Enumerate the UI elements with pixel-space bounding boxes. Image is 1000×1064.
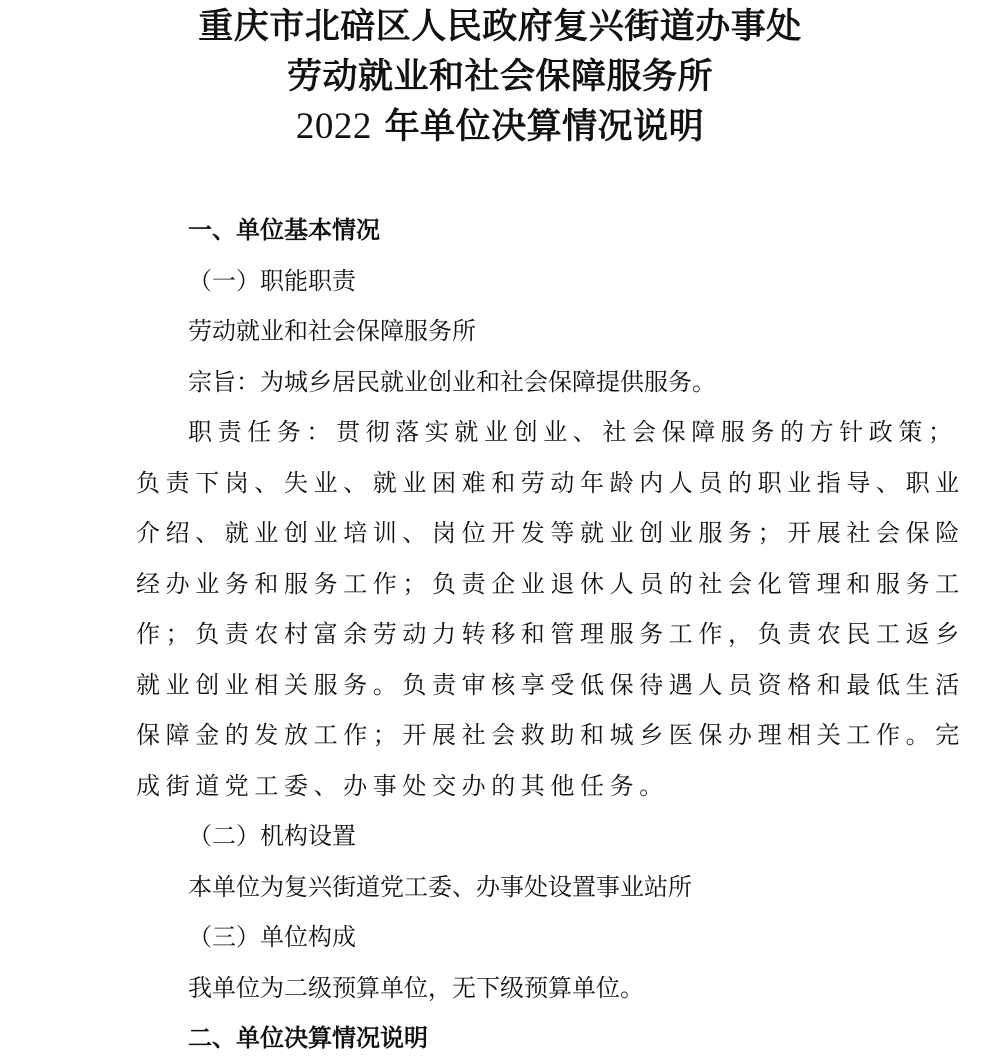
duties-line: 作；负责农村富余劳动力转移和管理服务工作，负责农民工返乡 <box>136 620 965 648</box>
subsection-2-heading: （二）机构设置 <box>188 822 356 850</box>
title-line-1: 重庆市北碚区人民政府复兴街道办事处 <box>198 6 802 47</box>
title-year: 2022 <box>295 106 372 147</box>
duties-line: 职责任务：贯彻落实就业创业、社会保障服务的方针政策； <box>188 418 958 446</box>
duties-line: 保障金的发放工作；开展社会救助和城乡医保办理相关工作。完 <box>136 721 965 749</box>
section-1-heading: 一、单位基本情况 <box>188 216 380 244</box>
subsection-1-heading: （一）职能职责 <box>188 266 356 295</box>
title-line-3 <box>0 102 1000 152</box>
duties-line: 经办业务和服务工作；负责企业退休人员的社会化管理和服务工 <box>136 569 965 598</box>
duties-line: 就业创业相关服务。负责审核享受低保待遇人员资格和最低生活 <box>136 670 965 699</box>
document-title <box>0 2 1000 152</box>
duties-line: 负责下岗、失业、就业困难和劳动年龄内人员的职业指导、职业 <box>136 468 965 497</box>
section-2-heading: 二、单位决算情况说明 <box>188 1024 428 1052</box>
organization-paragraph: 本单位为复兴街道党工委、办事处设置事业站所 <box>188 872 692 901</box>
title-line-2: 劳动就业和社会保障服务所 <box>286 56 713 97</box>
subsection-3-heading: （三）单位构成 <box>188 923 356 951</box>
unit-name-paragraph: 劳动就业和社会保障服务所 <box>188 317 476 345</box>
duties-line: 介绍、就业创业培训、岗位开发等就业创业服务；开展社会保险 <box>136 519 965 547</box>
composition-paragraph: 我单位为二级预算单位，无下级预算单位。 <box>188 973 644 1002</box>
purpose-paragraph: 宗旨：为城乡居民就业创业和社会保障提供服务。 <box>188 367 716 396</box>
duties-line: 成街道党工委、办事处交办的其他任务。 <box>136 771 669 800</box>
title-line-3-rest: 年单位决算情况说明 <box>371 106 705 147</box>
document-body <box>136 205 965 1064</box>
